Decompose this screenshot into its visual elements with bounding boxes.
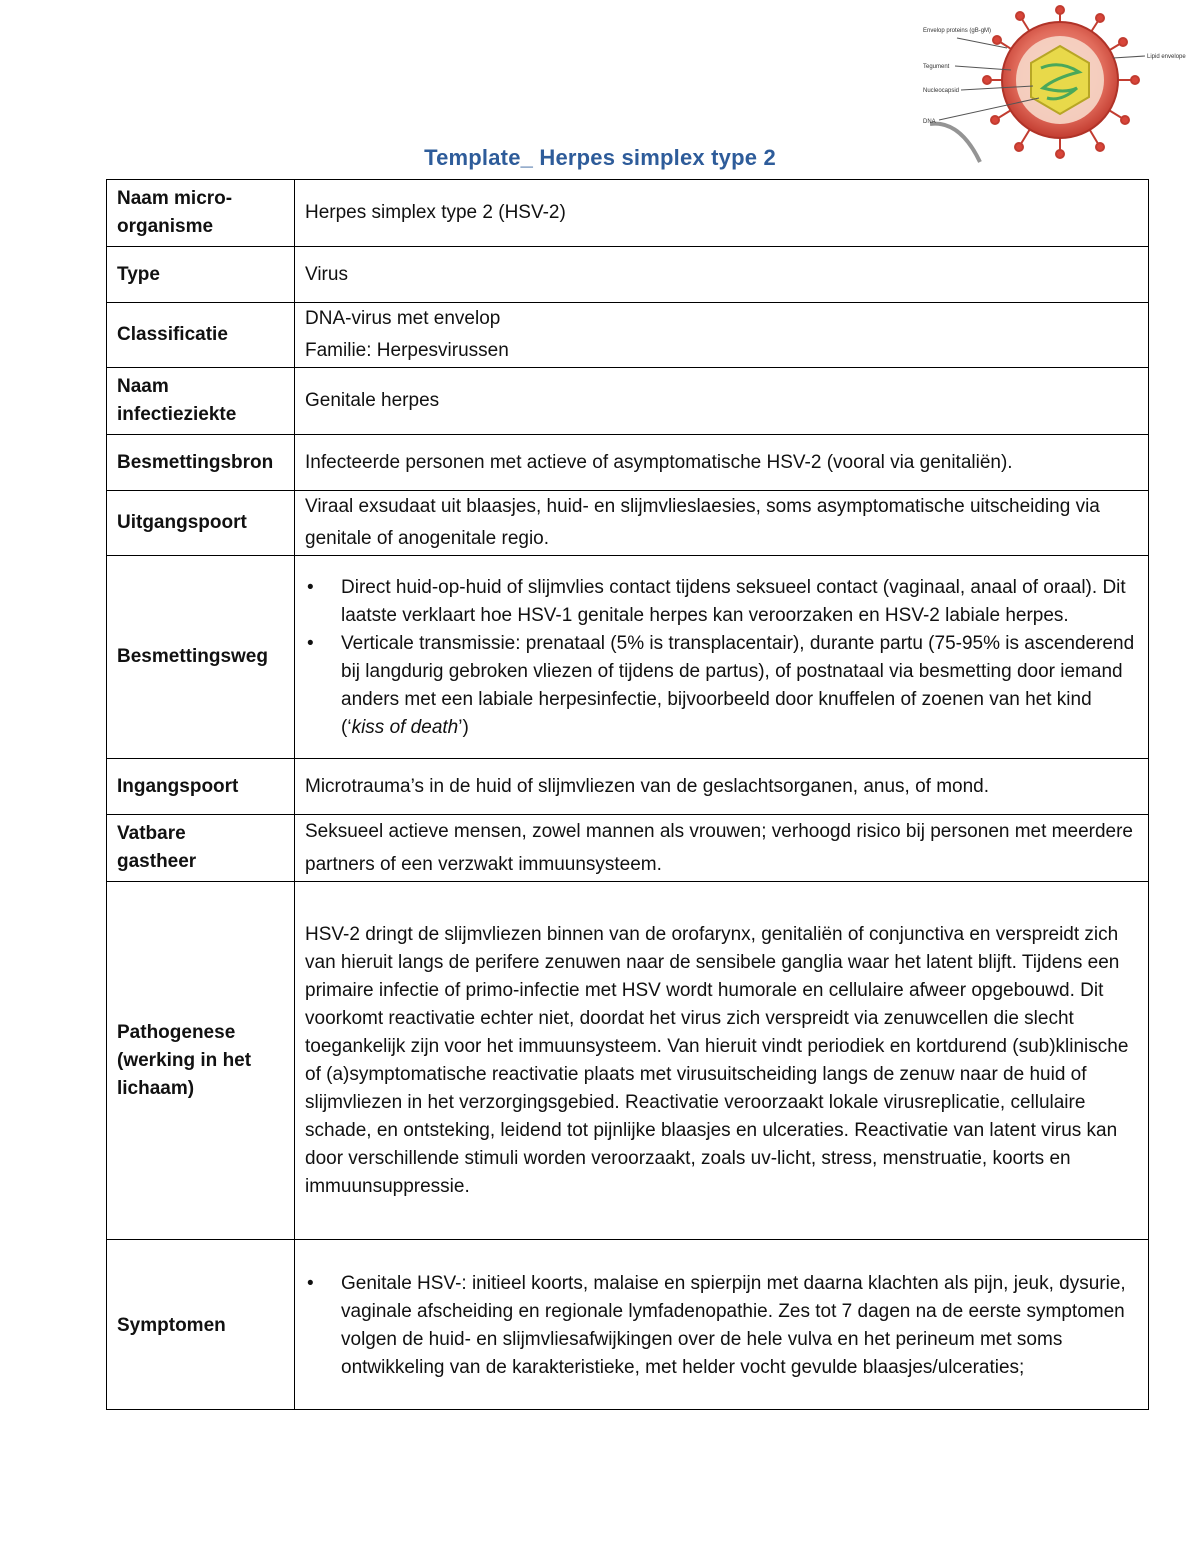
bullet-icon: • — [307, 633, 314, 654]
kiss-of-death-italic: kiss of death — [351, 717, 459, 738]
table-row — [107, 759, 1149, 815]
envelope-protein-label: Envelop proteins (gB-gM) — [923, 28, 992, 34]
row-label-naam: Naam micro- organisme — [107, 180, 295, 247]
bullet-icon: • — [307, 1272, 314, 1294]
row-value-uitgangspoort: Viraal exsudaat uit blaasjes, huid- en slijmvlieslaesies, soms asymptomatische uitscheiding via genitale of anogenitale regio. — [295, 491, 1149, 556]
classificatie-line-1: DNA-virus met envelop — [305, 308, 501, 329]
micro-organism-table — [106, 179, 1149, 1410]
list-item: • Genitale HSV-: initieel koorts, malaise en spierpijn met daarna klachten als pijn, jeuk, dysurie, vaginale afscheiding en regionale lymfadenopathie. Zes tot 7 dagen na de eerste symptomen volgen de huid- en slijmvliesafwijkingen over de hele vulva en het perineum met soms ontwikkeling van de karakteristieke, met helder vocht gevulde blaasjes/ulceraties; — [341, 1270, 1140, 1382]
row-value-type: Virus — [295, 247, 1149, 303]
table-row — [107, 1240, 1149, 1410]
row-value-classificatie — [295, 303, 1149, 368]
page-title: Template_ Herpes simplex type 2 — [424, 145, 776, 170]
table-row — [107, 303, 1149, 368]
row-label-symptomen: Symptomen — [107, 1240, 295, 1410]
table-row — [107, 556, 1149, 759]
table-row — [107, 247, 1149, 303]
row-value-infectieziekte: Genitale herpes — [295, 368, 1149, 435]
row-value-gastheer: Seksueel actieve mensen, zowel mannen als vrouwen; verhoogd risico bij personen met meerdere partners of een verzwakt immuunsysteem. — [295, 815, 1149, 882]
lipid-envelope-label: Lipid envelope — [1147, 54, 1186, 60]
herpes-virus-illustration — [915, 2, 1200, 168]
row-label-gastheer: Vatbare gastheer — [107, 815, 295, 882]
row-label-infectieziekte: Naam infectieziekte — [107, 368, 295, 435]
row-label-uitgangspoort: Uitgangspoort — [107, 491, 295, 556]
table-row — [107, 882, 1149, 1240]
classificatie-line-2: Familie: Herpesvirussen — [305, 340, 509, 361]
row-value-ingangspoort: Microtrauma’s in de huid of slijmvliezen van de geslachtsorganen, anus, of mond. — [295, 759, 1149, 815]
besmettingsweg-list — [305, 574, 1140, 742]
row-value-pathogenese: HSV-2 dringt de slijmvliezen binnen van de orofarynx, genitaliën of conjunctiva en verspreidt zich van hieruit langs de perifere zenuwen naar de sensibele ganglia waar het latent blijft. Tijdens een primaire infectie of primo-infectie met HSV wordt humorale en cellulaire afweer opgebouwd. Dit voorkomt reactivatie echter niet, doordat het virus zich verspreidt via zenuwcellen die slecht toegankelijk zijn voor het immuunsysteem. Van hieruit vindt periodiek en kortdurend (sub)klinische of (a)symptomatische reactivatie plaats met virusuitscheiding langs de zenuw naar de huid of slijmvliezen in het verzorgingsgebied. Reactivatie veroorzaakt lokale virusreplicatie, cellulaire schade, en ontsteking, leidend tot pijnlijke blaasjes en ulceraties. Reactivatie van latent virus kan door verschillende stimuli worden veroorzaakt, zoals uv-licht, stress, menstruatie, koorts en immuunsuppressie. — [295, 882, 1149, 1240]
nucleocapsid-label: Nucleocapsid — [923, 88, 960, 94]
table-row — [107, 815, 1149, 882]
list-item: • Direct huid-op-huid of slijmvlies contact tijdens seksueel contact (vaginaal, anaal of oraal). Dit laatste verklaart hoe HSV-1 genitale herpes kan veroorzaken en HSV-2 labiale herpes. — [341, 574, 1140, 630]
symptomen-list — [305, 1270, 1140, 1382]
row-value-besmettingsweg — [295, 556, 1149, 759]
table-row — [107, 180, 1149, 247]
tegument-label: Tegument — [923, 64, 950, 70]
bullet-icon: • — [307, 577, 314, 598]
row-value-symptomen — [295, 1240, 1149, 1410]
table-row — [107, 368, 1149, 435]
row-value-naam: Herpes simplex type 2 (HSV-2) — [295, 180, 1149, 247]
table-row — [107, 435, 1149, 491]
dna-label: DNA — [923, 119, 936, 125]
row-label-besmettingsbron: Besmettingsbron — [107, 435, 295, 491]
list-item: • Verticale transmissie: prenataal (5% is transplacentair), durante partu (75-95% is ascenderend bij langdurig gebroken vliezen of tijdens de partus), of postnataal via besmetting door iemand anders met een labiale herpesinfectie, bijvoorbeeld door knuffelen of zoenen van het kind (‘kiss of death’) — [341, 630, 1140, 742]
row-label-classificatie: Classificatie — [107, 303, 295, 368]
row-value-besmettingsbron: Infecteerde personen met actieve of asymptomatische HSV-2 (vooral via genitaliën). — [295, 435, 1149, 491]
row-label-pathogenese: Pathogenese (werking in het lichaam) — [107, 882, 295, 1240]
row-label-besmettingsweg: Besmettingsweg — [107, 556, 295, 759]
row-label-ingangspoort: Ingangspoort — [107, 759, 295, 815]
table-row — [107, 491, 1149, 556]
row-label-type: Type — [107, 247, 295, 303]
